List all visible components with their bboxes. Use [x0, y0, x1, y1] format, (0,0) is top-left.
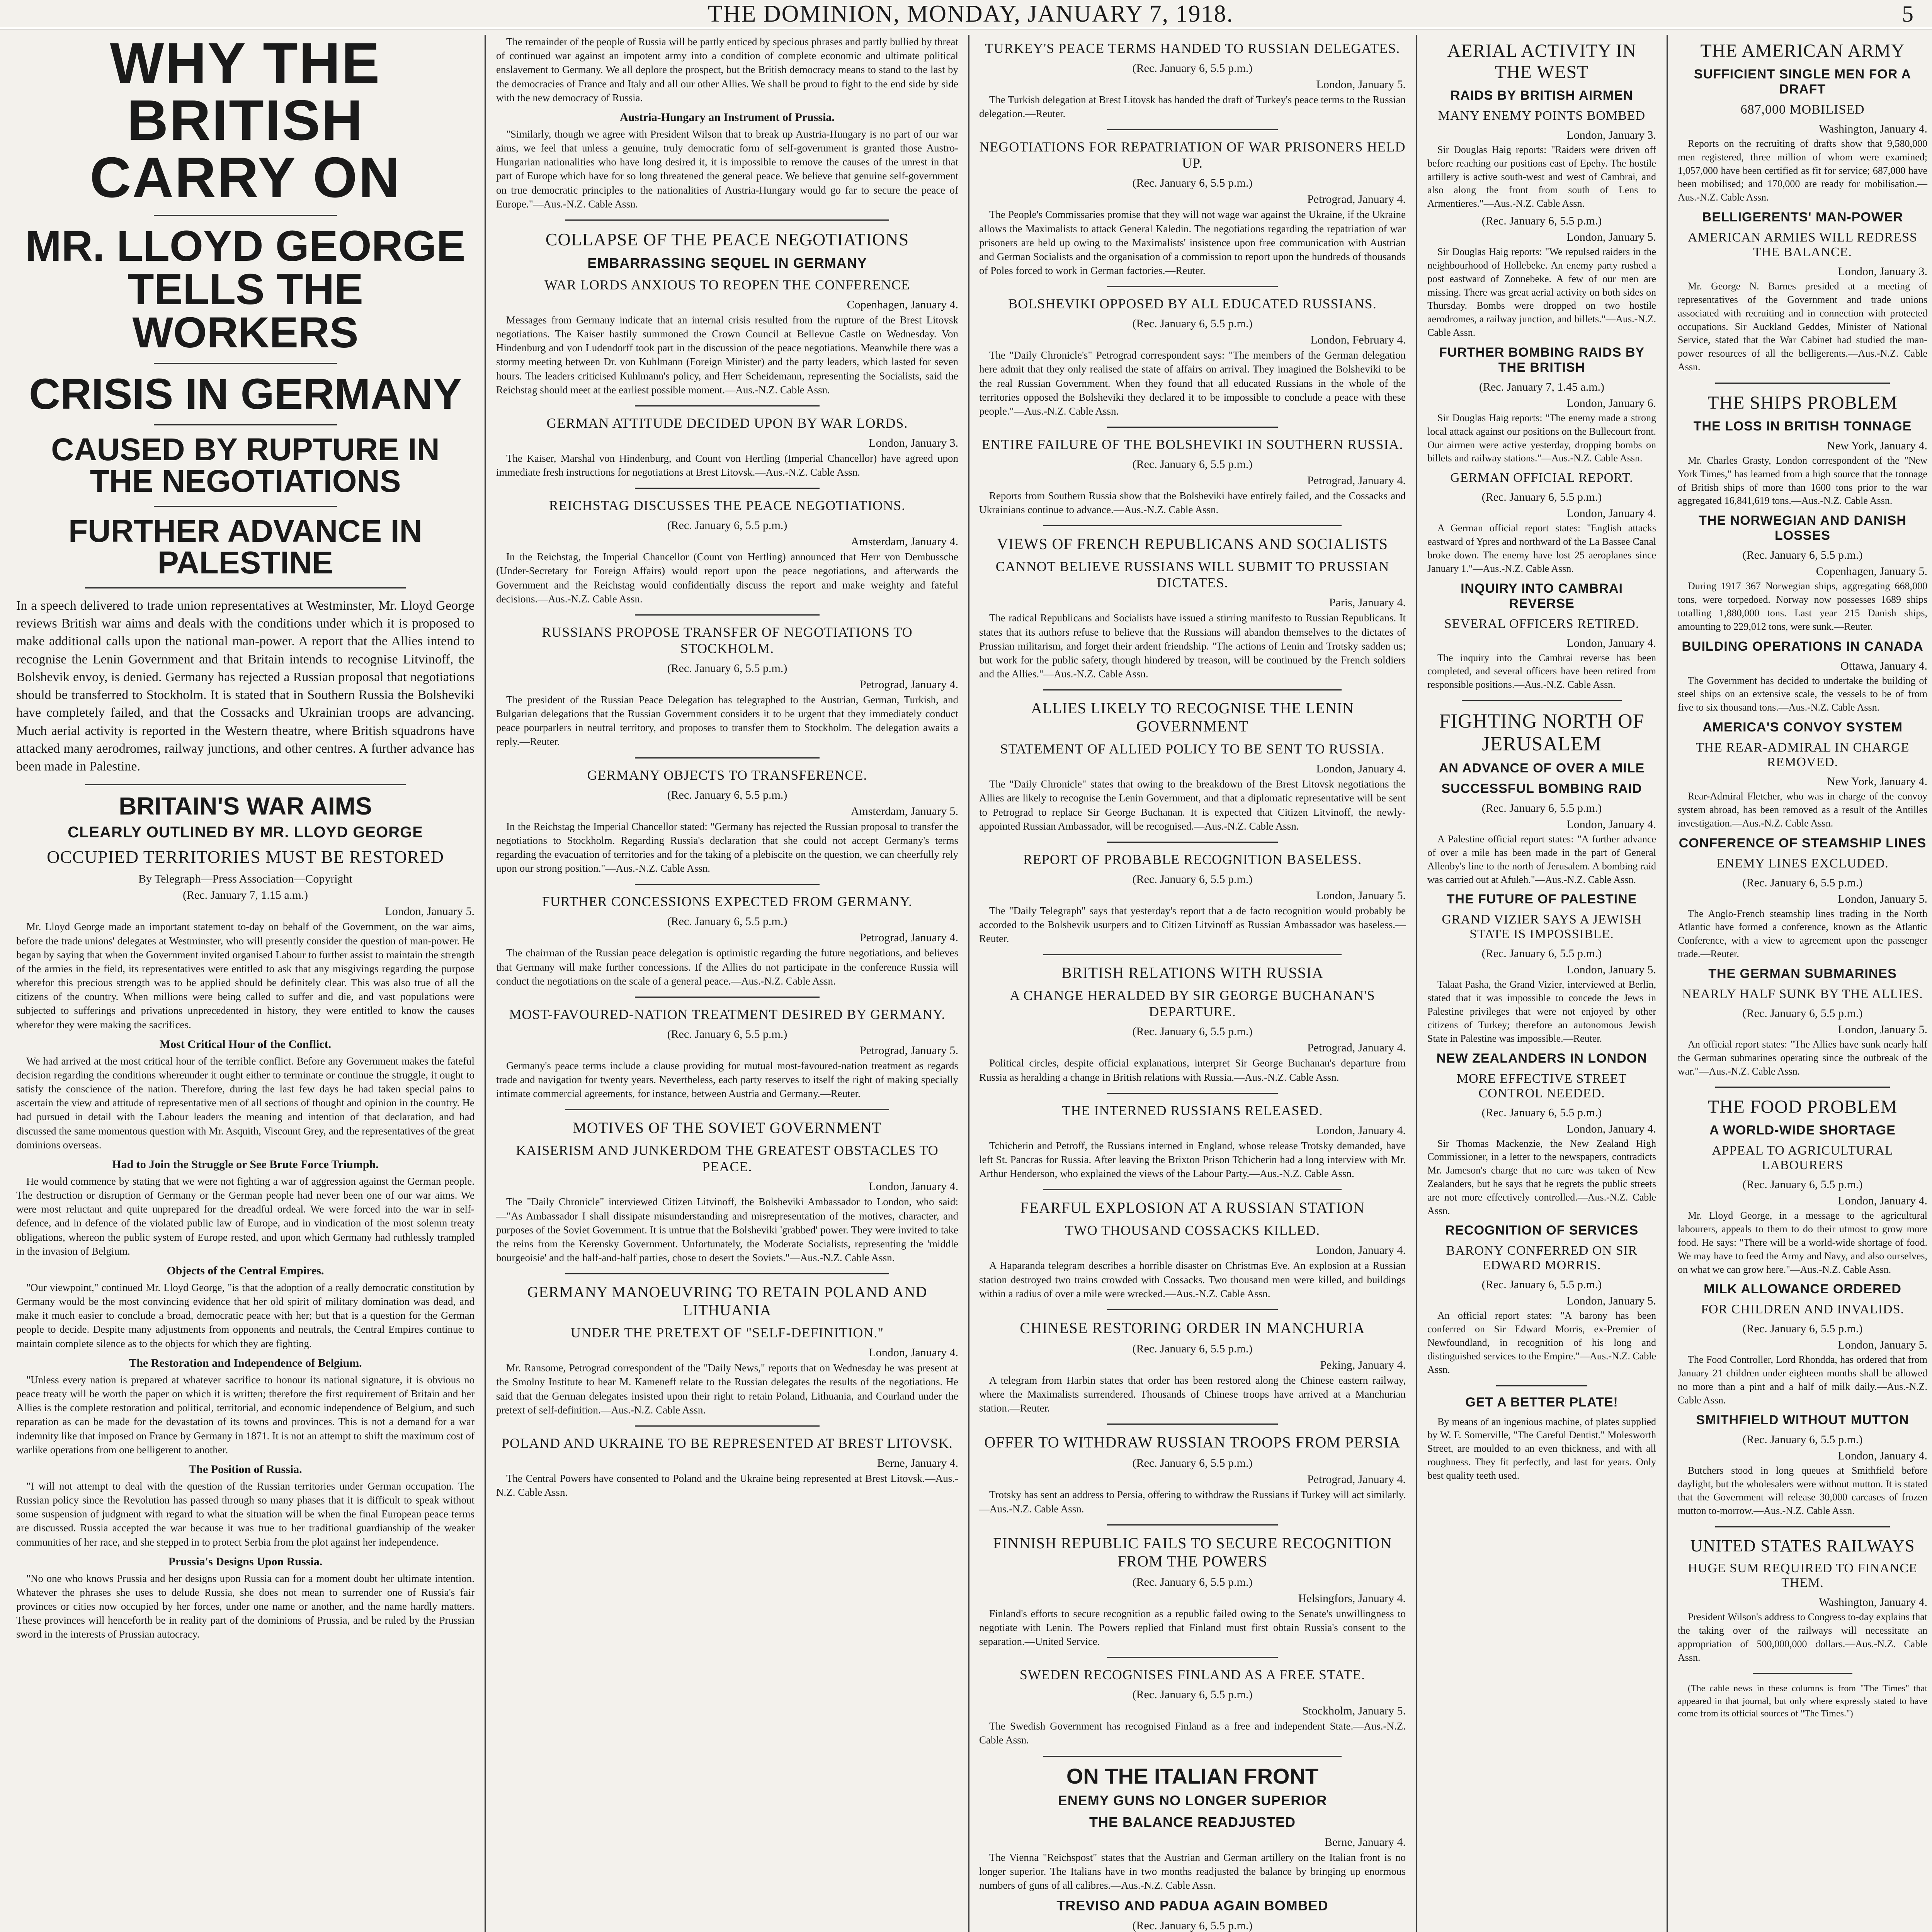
section-subheading: FOR CHILDREN AND INVALIDS.: [1701, 1302, 1904, 1317]
place-line: London, January 3.: [869, 436, 958, 449]
place-line: London, January 4.: [1566, 507, 1656, 520]
section-subheading: UNDER THE PRETEXT OF "SELF-DEFINITION.": [570, 1325, 884, 1341]
column-rule: [485, 35, 486, 1932]
dateline: (Rec. January 6, 5.5 p.m.): [1132, 458, 1253, 471]
article-paragraph: Mr. Charles Grasty, London correspondent of the "New York Times," has learned from a high source that the tonnage of British ships of more than 1600 tons prior to the war aggregated 16,841,619 tons.—Aus.-N.Z. Cable Assn.: [1678, 454, 1927, 507]
section-subheading: BARONY CONFERRED ON SIR EDWARD MORRIS.: [1446, 1243, 1638, 1273]
section-subheading: THE BALANCE READJUSTED: [1089, 1814, 1296, 1830]
place-line: London, January 3.: [1566, 129, 1656, 141]
column-rule: [1416, 35, 1417, 1932]
place-line: London, January 4.: [1316, 762, 1406, 776]
section-subheading: APPEAL TO AGRICULTURAL LABOURERS: [1712, 1143, 1893, 1173]
place-line: Amsterdam, January 4.: [850, 535, 958, 548]
advertisement-text: By means of an ingenious machine, of plates supplied by W. F. Somerville, "The Careful Dentist." Molesworth Street, are moulded to an even thickness, and with all roughness. They fit perfectly, and last for years. Only best quality teeth used.: [1427, 1416, 1656, 1481]
article-heading: BUILDING OPERATIONS IN CANADA: [1682, 639, 1923, 654]
column-rule: [968, 35, 969, 1932]
place-line: Berne, January 4.: [877, 1456, 958, 1469]
section-subheading: AMERICAN ARMIES WILL REDRESS THE BALANCE.: [1688, 230, 1917, 260]
dateline: (Rec. January 6, 5.5 p.m.): [1742, 1178, 1863, 1191]
article-paragraph: Political circles, despite official explanations, interpret Sir George Buchanan's departure from Russia as heralding a change in British relations with Russia.—Aus.-N.Z. Cable Assn.: [979, 1057, 1406, 1083]
place-line: Paris, January 4.: [1329, 596, 1406, 609]
section-subheading: MORE EFFECTIVE STREET CONTROL NEEDED.: [1456, 1071, 1627, 1100]
dateline: (Rec. January 6, 5.5 p.m.): [1132, 1342, 1253, 1355]
article-paragraph: Trotsky has sent an address to Persia, offering to withdraw the Russians if Turkey will act similarly.—Aus.-N.Z. Cable Assn.: [979, 1489, 1406, 1515]
article-paragraph: Talaat Pasha, the Grand Vizier, interviewed at Berlin, stated that it was impossible to concede the Jews in Palestine privileges that were not enjoyed by other citizens of Turkey; therefore an autonomous Jewish State in Palestine was impossible.—Reuter.: [1427, 979, 1656, 1044]
dateline: (Rec. January 6, 5.5 p.m.): [1742, 1322, 1863, 1335]
section-heading: BRITISH RELATIONS WITH RUSSIA: [1061, 964, 1324, 982]
section-heading: FINNISH REPUBLIC FAILS TO SECURE RECOGNITION FROM THE POWERS: [993, 1534, 1392, 1570]
article-paragraph: During 1917 367 Norwegian ships, aggregating 668,000 tons, were torpedoed. Norway now possesses 1689 ships totalling 1,880,000 tons. Last year 215 Danish ships, amounting to 229,012 tons, were sunk.—Reuter.: [1678, 580, 1927, 632]
article-heading: THE INTERNED RUSSIANS RELEASED.: [1062, 1102, 1323, 1118]
section-subheading: THE REAR-ADMIRAL IN CHARGE REMOVED.: [1696, 740, 1910, 770]
section-heading: THE AMERICAN ARMY: [1700, 41, 1905, 61]
section-subheading: 687,000 MOBILISED: [1740, 102, 1865, 117]
article-paragraph: An official report states: "A barony has been conferred on Sir Edward Morris, ex-Premier of Newfoundland, in recognition of his long and distinguished services to the Empire."—Aus.-N.Z. Cable Assn.: [1427, 1310, 1656, 1375]
article-paragraph: Reports from Southern Russia show that the Bolsheviki have entirely failed, and the Cossacks and Ukrainians continue to advance.—Aus.-N.Z. Cable Assn.: [979, 490, 1406, 516]
section-heading: THE SHIPS PROBLEM: [1708, 392, 1898, 413]
article-paragraph: President Wilson's address to Congress to-day explains that the taking over of the railways will necessitate an appropriation of 500,000,000 dollars.—Aus.-N.Z. Cable Assn.: [1678, 1611, 1927, 1663]
place-line: Petrograd, January 4.: [1307, 1041, 1406, 1054]
place-line: London, January 5.: [1566, 963, 1656, 976]
side-heading: Austria-Hungary an Instrument of Prussia.: [620, 111, 835, 124]
article-paragraph: The Anglo-French steamship lines trading in the North Atlantic have formed a conference, known as the Atlantic Conference, with a view to agreement upon the passenger trade.—Reuter.: [1678, 908, 1927, 960]
dateline: (Rec. January 6, 5.5 p.m.): [667, 915, 787, 928]
article-heading: STATEMENT OF ALLIED POLICY TO BE SENT TO RUSSIA.: [1000, 741, 1385, 757]
article-paragraph: "Our viewpoint," continued Mr. Lloyd George, "is that the adoption of a really democratic constitution by Germany would be the most convincing evidence that her old spirit of military domination was dead, and make it much easier to conclude a broad, democratic peace with her; but that is a question for the German people to decide. Despite many adjustments from opponents and neutrals, the Central Empires continue to maintain complete silence as to the objects for which they are fighting.: [16, 1281, 474, 1349]
place-line: Petrograd, January 4.: [1307, 474, 1406, 487]
article-heading: REPORT OF PROBABLE RECOGNITION BASELESS.: [1023, 851, 1362, 867]
article-heading: GERMANY OBJECTS TO TRANSFERENCE.: [587, 767, 867, 783]
section-subheading: SUCCESSFUL BOMBING RAID: [1441, 781, 1642, 796]
article-paragraph: The People's Commissaries promise that they will not wage war against the Ukraine, if the Ukraine allows the Maximalists to attack General Kaledin. The negotiations regarding the repatriation of war prisoners are held up owing to the Maximalists' insistence upon free communication with Austrian and German Socialists and the organisation of a commission to report upon the hundreds of thousands of Poles forced to work in German factories.—Reuter.: [979, 209, 1406, 277]
section-heading: THE FOOD PROBLEM: [1708, 1097, 1898, 1117]
place-line: London, January 5.: [1838, 892, 1927, 905]
section-subheading: TWO THOUSAND COSSACKS KILLED.: [1065, 1223, 1320, 1238]
column-2: [488, 35, 967, 1932]
article-paragraph: A Palestine official report states: "A further advance of over a mile has been made in the part of General Allenby's line to the north of Jerusalem. A bombing raid was carried out at Afuleh."—Aus.-N.Z. Cable Assn.: [1427, 833, 1656, 885]
place-line: London, January 5.: [1838, 1023, 1927, 1036]
dateline: (Rec. January 6, 5.5 p.m.): [1132, 1688, 1253, 1701]
article-heading: BOLSHEVIKI OPPOSED BY ALL EDUCATED RUSSIANS.: [1008, 296, 1377, 312]
article-paragraph: Butchers stood in long queues at Smithfield before daylight, but the wholesalers were without mutton. It is stated that the Government will release 30,000 carcases of frozen mutton to-morrow.—Aus.-N.Z. Cable Assn.: [1678, 1464, 1927, 1517]
article-paragraph: The president of the Russian Peace Delegation has telegraphed to the Austrian, German, Turkish, and Bulgarian delegations that the Russian Government considers it to be urgent that they immediately conduct peace pourparlers in neutral territory, and proposes to transfer them to Stockholm. The delegation awaits a reply.—Reuter.: [496, 694, 958, 748]
article-paragraph: The radical Republicans and Socialists have issued a stirring manifesto to Russian Republicans. It states that its authors refuse to believe that the Russians will abandon themselves to the dictates of Prussian militarism, and forget their ardent friendship. "The actions of Lenin and Trotsky sadden us; but work for the public safety, though hindered by treason, will be continued by the French soldiers and the Allies."—Aus.-N.Z. Cable Assn.: [979, 612, 1406, 680]
dateline: (Rec. January 6, 5.5 p.m.): [1742, 1433, 1863, 1446]
dateline: (Rec. January 7, 1.45 a.m.): [1479, 380, 1605, 393]
place-line: New York, January 4.: [1827, 775, 1927, 788]
place-line: Peking, January 4.: [1320, 1358, 1406, 1371]
place-line: London, January 4.: [1316, 1124, 1406, 1137]
article-heading: TREVISO AND PADUA AGAIN BOMBED: [1056, 1898, 1328, 1914]
dateline: (Rec. January 6, 5.5 p.m.): [1481, 1106, 1602, 1119]
section-subheading: EMBARRASSING SEQUEL IN GERMANY: [587, 255, 867, 271]
place-line: London, January 5.: [1316, 889, 1406, 902]
place-line: London, January 4.: [1838, 1194, 1927, 1208]
place-line: Berne, January 4.: [1325, 1835, 1406, 1849]
section-subheading: NEARLY HALF SUNK BY THE ALLIES.: [1682, 986, 1923, 1001]
headline-lloyd-george: MR. LLOYD GEORGE TELLS THE WORKERS: [25, 222, 466, 357]
section-heading: FEARFUL EXPLOSION AT A RUSSIAN STATION: [1020, 1199, 1365, 1217]
article-heading: GERMAN OFFICIAL REPORT.: [1450, 471, 1633, 485]
article-paragraph: The chairman of the Russian peace delegation is optimistic regarding the future negotiations, and believes that Germany will make further concessions. If the Allies do not participate in the conference Russia will conduct the negotiations on the scale of a general peace.—Aus.-N.Z. Cable Assn.: [496, 947, 958, 987]
dateline: (Rec. January 6, 5.5 p.m.): [1132, 872, 1253, 886]
article-paragraph: The remainder of the people of Russia will be partly enticed by specious phrases and partly bullied by threat of continued war against an impotent army into a condition of complete economic and ultimate political enslavement to Germany. We all deplore the prospect, but the British democracy means to stand to the last by the democracies of France and Italy and all our other Allies. We shall be proud to fight to the end side by side with the new democracy of Russia.: [496, 36, 958, 104]
dateline: (Rec. January 6, 5.5 p.m.): [1742, 549, 1863, 562]
article-paragraph: The "Daily Telegraph" says that yesterday's report that a de facto recognition would probably be accorded to the Bolshevik usurpers and to Citizen Litvinoff as Russian Ambassador was baseless.—Reuter.: [979, 905, 1406, 945]
advertisement-heading: GET A BETTER PLATE!: [1465, 1395, 1618, 1410]
article-heading: INQUIRY INTO CAMBRAI REVERSE: [1461, 581, 1623, 611]
article-paragraph: The Turkish delegation at Brest Litovsk has handed the draft of Turkey's peace terms to the Russian delegation.—Reuter.: [979, 94, 1406, 120]
place-line: London, January 4.: [1566, 818, 1656, 831]
article-paragraph: The Vienna "Reichspost" states that the Austrian and German artillery on the Italian front is no longer superior. The Italians have in two months readjusted the balance by bringing up enormous numbers of guns of all calibres.—Aus.-N.Z. Cable Assn.: [979, 1851, 1406, 1891]
section-heading: OFFER TO WITHDRAW RUSSIAN TROOPS FROM PERSIA: [984, 1434, 1401, 1451]
masthead: [0, 0, 1932, 29]
article-paragraph: The "Daily Chronicle" states that owing to the breakdown of the Brest Litovsk negotiations the Allies are likely to recognise the Lenin Government, and that a diplomatic representative will be sent to Petrograd to replace Sir George Buchanan. It is expected that Citizen Litvinoff, the newly-appointed Russian Ambassador, will be recognised.—Aus.-N.Z. Cable Assn.: [979, 778, 1406, 832]
article-heading: BELLIGERENTS' MAN-POWER: [1702, 210, 1903, 225]
column-4: [1419, 35, 1665, 1932]
column-rule: [1667, 35, 1668, 1932]
place-line: London, January 4.: [869, 1180, 958, 1193]
section-subheading: CLEARLY OUTLINED BY MR. LLOYD GEORGE: [68, 824, 423, 841]
article-heading: SMITHFIELD WITHOUT MUTTON: [1696, 1412, 1909, 1427]
place-line: New York, January 4.: [1827, 439, 1927, 452]
place-line: Copenhagen, January 5.: [1816, 565, 1927, 578]
section-heading: AERIAL ACTIVITY IN THE WEST: [1447, 41, 1636, 82]
side-heading: The Position of Russia.: [189, 1463, 302, 1476]
section-heading: UNITED STATES RAILWAYS: [1690, 1536, 1915, 1556]
article-paragraph: A telegram from Harbin states that order has been restored along the Chinese eastern railway, where the Maximalists surrendered. Thousands of Chinese troops have arrived at a Manchurian station.—Reuter.: [979, 1374, 1406, 1414]
article-paragraph: "I will not attempt to deal with the question of the Russian territories under German occupation. The Russian policy since the Revolution has passed through so many phases that it is difficult to speak without some suspension of judgment with regard to what the situation will be when the final European peace terms are discussed. Russia accepted the war because it was true to her traditional guardianship of the weaker communities of her race, and she stepped in to protect Serbia from the plot against her independence.: [16, 1480, 474, 1548]
article-paragraph: Reports on the recruiting of drafts show that 9,580,000 men registered, three million of whom were examined; 1,057,000 have been certified as fit for service; 687,000 have been mobilised; and 170,000 are ready for mobilisation.—Aus.-N.Z. Cable Assn.: [1678, 138, 1927, 203]
dateline: (Rec. January 6, 5.5 p.m.): [1481, 491, 1602, 504]
masthead-title: THE DOMINION, MONDAY, JANUARY 7, 1918.: [707, 0, 1234, 27]
section-subheading: OCCUPIED TERRITORIES MUST BE RESTORED: [47, 847, 444, 867]
article-heading: SWEDEN RECOGNISES FINLAND AS A FREE STATE.: [1019, 1667, 1366, 1683]
place-line: Helsingfors, January 4.: [1298, 1592, 1406, 1605]
editorial-note: (The cable news in these columns is from "The Times" that appeared in that journal, but only where expressly stated to have come from its official sources of "The Times."): [1678, 1684, 1927, 1719]
place-line: London, January 4.: [1316, 1244, 1406, 1257]
dateline: (Rec. January 6, 5.5 p.m.): [1132, 177, 1253, 190]
section-heading: VIEWS OF FRENCH REPUBLICANS AND SOCIALISTS: [997, 535, 1388, 553]
article-paragraph: "Similarly, though we agree with President Wilson that to break up Austria-Hungary is no part of our war aims, we feel that unless a genuine, truly democratic form of self-government is granted those Austro-Hungarian nationalities who have long desired it, it is impossible to remove the causes of the unrest in that part of Europe which have for so long threatened the general peace. We believe that genuine self-government on true democratic principles to the nationalities of Austria-Hungary would go far to secure the peace of Europe."—Aus.-N.Z. Cable Assn.: [496, 128, 958, 210]
dateline: (Rec. January 7, 1.15 a.m.): [182, 889, 308, 902]
article-heading: TURKEY'S PEACE TERMS HANDED TO RUSSIAN DELEGATES.: [985, 41, 1400, 56]
article-paragraph: In the Reichstag, the Imperial Chancellor (Count von Hertling) announced that Herr von Dembussche (Under-Secretary for Foreign Affairs) would report upon the peace negotiations, and afterwards the Government and the Reichstag would confidentially discuss the report and make weighty and fateful decisions.—Aus.-N.Z. Cable Assn.: [496, 551, 958, 605]
article-paragraph: The "Daily Chronicle" interviewed Citizen Litvinoff, the Bolsheviki Ambassador to London, who said:—"As Ambassador I shall dissipate misunderstanding and misrepresentation of the motives, character, and purposes of the Soviet Government. It is untrue that the Bolsheviki 'grabbed' power. They were invited to take the reins from the Kerensky Government. Unfortunately, the Moderate Socialists, representing the 'middle bourgeoisie' and the half-and-half parties, chose to desert the Soviets."—Aus.-N.Z. Cable Assn.: [496, 1196, 958, 1264]
section-subheading: MANY ENEMY POINTS BOMBED: [1438, 109, 1646, 123]
dateline: (Rec. January 6, 5.5 p.m.): [667, 788, 787, 801]
article-heading: CANNOT BELIEVE RUSSIANS WILL SUBMIT TO PRUSSIAN DICTATES.: [995, 559, 1389, 591]
section-heading: BRITAIN'S WAR AIMS: [119, 792, 372, 820]
dateline: (Rec. January 6, 5.5 p.m.): [1132, 1025, 1253, 1038]
article-paragraph: In the Reichstag the Imperial Chancellor stated: "Germany has rejected the Russian proposal to transfer the negotiations to Stockholm. Regarding Russia's declaration that she could not accept Germany's terms regarding the evacuation of territories and for the taking of a plebiscite on the question, we can cheerfully rely upon our strong position."—Aus.-N.Z. Cable Assn.: [496, 820, 958, 874]
place-line: London, January 5.: [1316, 78, 1406, 91]
article-heading: MILK ALLOWANCE ORDERED: [1704, 1282, 1901, 1297]
place-line: Ottawa, January 4.: [1840, 659, 1927, 672]
article-paragraph: The inquiry into the Cambrai reverse has been completed, and several officers have been retired from responsible positions.—Aus.-N.Z. Cable Assn.: [1427, 652, 1656, 690]
dateline: (Rec. January 6, 5.5 p.m.): [1132, 62, 1253, 75]
place-line: London, January 5.: [385, 905, 474, 918]
article-paragraph: Tchicherin and Petroff, the Russians interned in England, whose release Trotsky demanded, have left St. Pancras for Russia. After leaving the Brixton Prison Tchicherin had a long interview with Mr. Arthur Henderson, who explained the views of the Labour Party.—Aus.-N.Z. Cable Assn.: [979, 1139, 1406, 1180]
place-line: Petrograd, January 4.: [860, 678, 958, 691]
dateline: (Rec. January 6, 5.5 p.m.): [667, 662, 787, 675]
headline-rupture: CAUSED BY RUPTURE IN THE NEGOTIATIONS: [51, 432, 440, 499]
section-subheading: SEVERAL OFFICERS RETIRED.: [1444, 616, 1639, 631]
article-paragraph: "No one who knows Prussia and her designs upon Russia can for a moment doubt her ultimate intention. Whatever the phrases she uses to delude Russia, she does not mean to surrender one of Russia's fair provinces or cities now occupied by her forces, under one name or another, and the name hardly matters. These provinces will henceforth be in reality part of the dominions of Prussia, and be ruled by the Prussian sword in the interests of Prussian autocracy.: [16, 1572, 474, 1640]
place-line: Stockholm, January 5.: [1302, 1704, 1406, 1718]
section-subheading: THE LOSS IN BRITISH TONNAGE: [1693, 418, 1912, 434]
article-heading: NEGOTIATIONS FOR REPATRIATION OF WAR PRISONERS HELD UP.: [979, 139, 1406, 171]
section-heading: CHINESE RESTORING ORDER IN MANCHURIA: [1020, 1319, 1365, 1337]
article-heading: A CHANGE HERALDED BY SIR GEORGE BUCHANAN'S DEPARTURE.: [1010, 988, 1375, 1020]
article-heading: AMERICA'S CONVOY SYSTEM: [1702, 720, 1903, 735]
article-heading: THE NORWEGIAN AND DANISH LOSSES: [1699, 513, 1906, 543]
section-heading: ALLIES LIKELY TO RECOGNISE THE LENIN GOVERNMENT: [1031, 699, 1354, 735]
place-line: Petrograd, January 4.: [1307, 1473, 1406, 1486]
article-heading: POLAND AND UKRAINE TO BE REPRESENTED AT BREST LITOVSK.: [502, 1435, 953, 1451]
headline-crisis: CRISIS IN GERMANY: [29, 370, 462, 418]
place-line: London, January 5.: [1566, 1294, 1656, 1308]
article-paragraph: A German official report states: "English attacks eastward of Ypres and northward of the La Bassee Canal broke down. The enemy have lost 25 aeroplanes since January 1."—Aus.-N.Z. Cable Assn.: [1427, 522, 1656, 574]
place-line: London, January 6.: [1566, 396, 1656, 410]
article-paragraph: Messages from Germany indicate that an internal crisis resulted from the rupture of the Brest Litovsk negotiations. The Kaiser hastily summoned the Crown Council at Bellevue Castle on Wednesday. Von Hindenburg and von Ludendorff took part in the discussion of the peace negotiations. Meanwhile there was a stormy meeting between Dr. von Kuhlmann (Foreign Minister) and the party leaders, which lasted for seven hours. The leaders criticised Kuhlmann's policy, and Herr Scheidemann, representing the Socialists, said the Reichstag should meet at the earliest possible moment.—Aus.-N.Z. Cable Assn.: [496, 314, 958, 396]
place-line: London, January 4.: [1566, 636, 1656, 650]
section-subheading: ENEMY GUNS NO LONGER SUPERIOR: [1058, 1792, 1327, 1808]
dateline: (Rec. January 6, 5.5 p.m.): [1481, 1278, 1602, 1291]
section-subheading: GRAND VIZIER SAYS A JEWISH STATE IS IMPOSSIBLE.: [1442, 912, 1642, 942]
place-line: Petrograd, January 4.: [1307, 193, 1406, 206]
section-heading: FIGHTING NORTH OF JERUSALEM: [1439, 710, 1645, 755]
article-paragraph: Mr. Ransome, Petrograd correspondent of the "Daily News," reports that on Wednesday he was present at the Smolny Institute to hear M. Kameneff relate to the Russian delegates the results of the negotiations. He said that the German delegates insisted upon their right to retain Poland, Lithuania, and Courland under the pretext of self-definition.—Aus.-N.Z. Cable Assn.: [496, 1362, 958, 1416]
article-paragraph: Sir Douglas Haig reports: "We repulsed raiders in the neighbourhood of Hollebeke. An enemy party rushed a post eastward of Zonnebeke. A few of our men are missing. There was great aerial activity on both sides on Thursday. Bombs were dropped on two hostile aerodromes, a railway junction, and billets."—Aus.-N.Z. Cable Assn.: [1427, 246, 1656, 338]
side-heading: Most Critical Hour of the Conflict.: [159, 1037, 332, 1051]
summary-intro: In a speech delivered to trade union representatives at Westminster, Mr. Lloyd George reviews British war aims and deals with the conditions under which it is proposed to make additional calls upon the national man-power. A report that the Allies intend to recognise the Lenin Government and that Britain intends to recognise Litvinoff, the Bolshevik envoy, is denied. Germany has rejected a Russian proposal that negotiations should be transferred to Stockholm. It is stated that in Southern Russia the Bolsheviki have completely failed, and that the Cossacks and Ukrainian troops are advancing. Much aerial activity is reported in the Western theatre, where British squadrons have attacked many aerodromes, railway junctions, and other centres. A further advance has been made in Palestine.: [16, 599, 474, 774]
article-paragraph: Rear-Admiral Fletcher, who was in charge of the convoy system abroad, has been removed as a result of the Antilles investigation.—Aus.-N.Z. Cable Assn.: [1678, 791, 1927, 829]
side-heading: Had to Join the Struggle or See Brute Force Triumph.: [112, 1158, 379, 1171]
article-paragraph: Mr. Lloyd George made an important statement to-day on behalf of the Government, on the war aims, before the trade unions' delegates at Westminster, who will presently consider the question of man-power. He began by saying that when the Government invited organised Labour to further assist to maintain the strength of the armies in the field, its representatives were entitled to ask that any misgivings regarding the purpose wherefor this precious strength was to be applied should be definitely clear. This was also true of all the citizens of the country. When millions were being called to suffer and die, and vast populations were subjected to sufferings and privations unprecedented in history, they were entitled to know the causes wherefor they were making the sacrifices.: [16, 921, 474, 1031]
section-subheading: SUFFICIENT SINGLE MEN FOR A DRAFT: [1694, 67, 1912, 97]
place-line: London, February 4.: [1310, 333, 1406, 347]
article-paragraph: The Central Powers have consented to Poland and the Ukraine being represented at Brest Litovsk.—Aus.-N.Z. Cable Assn.: [496, 1472, 958, 1498]
article-heading: KAISERISM AND JUNKERDOM THE GREATEST OBSTACLES TO PEACE.: [516, 1143, 939, 1175]
article-paragraph: "Unless every nation is prepared at whatever sacrifice to honour its national signature, it is obvious no peace treaty will be worth the paper on which it is written; therefore the first requirement of Britain and her Allies is the complete restoration and political, territorial, and economic independence of Belgium, and such reparation as can be made for the devastation of its towns and provinces. This is not a demand for a war indemnity like that imposed on France by Germany in 1871. It is not an attempt to shift the maximum cost of warlike operations from one belligerent to another.: [16, 1374, 474, 1456]
section-heading: GERMANY MANOEUVRING TO RETAIN POLAND AND LITHUANIA: [527, 1283, 927, 1319]
place-line: London, January 4.: [869, 1346, 958, 1359]
dateline: (Rec. January 6, 5.5 p.m.): [667, 1027, 787, 1041]
place-line: London, January 4.: [1566, 1122, 1656, 1135]
dateline: (Rec. January 6, 5.5 p.m.): [1132, 1919, 1253, 1932]
section-subheading: AN ADVANCE OF OVER A MILE: [1439, 761, 1645, 776]
side-heading: Prussia's Designs Upon Russia.: [168, 1555, 323, 1568]
article-paragraph: Germany's peace terms include a clause providing for mutual most-favoured-nation treatment as regards trade and navigation for twenty years. Nevertheless, each party reserves to itself the right of making specially intimate commercial agreements, for instance, between Austria and Germany.—Reuter.: [496, 1060, 958, 1100]
headline-palestine: FURTHER ADVANCE IN PALESTINE: [68, 514, 422, 580]
section-heading: MOTIVES OF THE SOVIET GOVERNMENT: [573, 1119, 882, 1137]
article-paragraph: The "Daily Chronicle's" Petrograd correspondent says: "The members of the German delegation here admit that they only realised the state of affairs on arrival. They imagined the Bolsheviki to be the real Russian Government. When they found that all educated Russians in the whole of the territories opposed the Bolsheviki they declared it to be impossible to conclude a peace with these people."—Aus.-N.Z. Cable Assn.: [979, 349, 1406, 417]
article-paragraph: Finland's efforts to secure recognition as a republic failed owing to the Senate's unwillingness to negotiate with Lenin. The Powers replied that Finland must first obtain Russia's consent to the separation.—United Service.: [979, 1607, 1406, 1648]
place-line: Washington, January 4.: [1819, 1596, 1927, 1609]
headline-main: WHY THE BRITISH CARRY ON: [90, 35, 401, 209]
dateline: (Rec. January 6, 5.5 p.m.): [1742, 876, 1863, 889]
article-heading: ENTIRE FAILURE OF THE BOLSHEVIKI IN SOUTHERN RUSSIA.: [981, 437, 1403, 452]
dateline: (Rec. January 6, 5.5 p.m.): [1132, 317, 1253, 330]
place-line: London, January 5.: [1566, 231, 1656, 244]
column-3: [971, 35, 1414, 1932]
article-heading: FURTHER CONCESSIONS EXPECTED FROM GERMANY.: [542, 894, 913, 910]
place-line: London, January 4.: [1838, 1449, 1927, 1462]
article-paragraph: The Food Controller, Lord Rhondda, has ordered that from January 21 children under eighteen months shall be allowed no more than a pint and a half of milk daily.—Aus.-N.Z. Cable Assn.: [1678, 1354, 1927, 1406]
article-paragraph: The Swedish Government has recognised Finland as a free and independent State.—Aus.-N.Z. Cable Assn.: [979, 1720, 1406, 1746]
place-line: Copenhagen, January 4.: [847, 298, 958, 311]
dateline: (Rec. January 6, 5.5 p.m.): [1481, 947, 1602, 960]
article-paragraph: The Government has decided to undertake the building of steel ships on an extensive scale, the vessels to be of from five to six thousand tons.—Aus.-N.Z. Cable Assn.: [1678, 675, 1927, 713]
article-heading: RUSSIANS PROPOSE TRANSFER OF NEGOTIATIONS TO STOCKHOLM.: [542, 624, 913, 656]
place-line: London, January 5.: [1838, 1338, 1927, 1352]
article-paragraph: The Kaiser, Marshal von Hindenburg, and Count von Hertling (Imperial Chancellor) have agreed upon immediate fresh instructions for negotiations at Brest Litovsk.—Aus.-N.Z. Cable Assn.: [496, 452, 958, 478]
article-paragraph: Sir Douglas Haig reports: "The enemy made a strong local attack against our positions on the Bullecourt front. Our airmen were active yesterday, dropping bombs on billets and railway stations."—Aus.-N.Z. Cable Assn.: [1427, 412, 1656, 464]
article-heading: NEW ZEALANDERS IN LONDON: [1436, 1051, 1647, 1066]
article-heading: WAR LORDS ANXIOUS TO REOPEN THE CONFERENCE: [544, 277, 910, 293]
dateline: (Rec. January 6, 5.5 p.m.): [667, 519, 787, 532]
article-heading: THE FUTURE OF PALESTINE: [1446, 892, 1637, 907]
article-paragraph: He would commence by stating that we were not fighting a war of aggression against the German people. The destruction or disruption of Germany or the German people had never been one of our war aims. We were most reluctant and quite unprepared for the dreadful ordeal. We were forced into the war in self-defence, and in defence of the violated public law of Europe, and in vindication of the most solemn treaty obligations, whereon the public system of Europe rested, and upon which Germany had ruthlessly trampled in the invasion of Belgium.: [16, 1175, 474, 1257]
section-heading: ON THE ITALIAN FRONT: [1066, 1764, 1319, 1788]
column-1: [8, 35, 483, 1932]
article-paragraph: Sir Thomas Mackenzie, the New Zealand High Commissioner, in a letter to the newspapers, contradicts Mr. Jameson's charge that no care was taken of New Zealanders, but he says that he regrets the public streets are not more effectively controlled.—Aus.-N.Z. Cable Assn.: [1427, 1138, 1656, 1216]
dateline: (Rec. January 6, 5.5 p.m.): [1132, 1575, 1253, 1588]
column-5: [1669, 35, 1932, 1932]
article-paragraph: Mr. George N. Barnes presided at a meeting of representatives of the Government and trade unions associated with recruiting and in connection with protected occupations. Sir Auckland Geddes, Minister of National Service, stated that the War Cabinet had studied the man-power resources of all the belligerents.—Aus.-N.Z. Cable Assn.: [1678, 281, 1927, 373]
article-heading: REICHSTAG DISCUSSES THE PEACE NEGOTIATIONS.: [549, 498, 906, 514]
section-heading: COLLAPSE OF THE PEACE NEGOTIATIONS: [545, 229, 909, 249]
page-number: 5: [1902, 1, 1914, 27]
article-paragraph: Sir Douglas Haig reports: "Raiders were driven off before reaching our positions east of Epehy. The hostile artillery is active south-west and west of Cambrai, and also along the front from south of Lens to Armentieres."—Aus.-N.Z. Cable Assn.: [1427, 144, 1656, 209]
side-heading: Objects of the Central Empires.: [167, 1264, 324, 1277]
dateline: (Rec. January 6, 5.5 p.m.): [1481, 214, 1602, 228]
article-paragraph: An official report states: "The Allies have sunk nearly half the German submarines operating since the outbreak of the war."—Aus.-N.Z. Cable Assn.: [1678, 1038, 1927, 1077]
article-heading: THE GERMAN SUBMARINES: [1708, 966, 1897, 981]
section-subheading: ENEMY LINES EXCLUDED.: [1716, 856, 1889, 871]
place-line: Petrograd, January 5.: [860, 1044, 958, 1057]
article-paragraph: Mr. Lloyd George, in a message to the agricultural labourers, appeals to them to do their utmost to grow more food. He says: "There will be a world-wide shortage of food. We may have to feed the Army and Navy, and also ourselves, on what we can grow here."—Aus.-N.Z. Cable Assn.: [1678, 1210, 1927, 1275]
place-line: London, January 3.: [1838, 265, 1927, 278]
section-subheading: RAIDS BY BRITISH AIRMEN: [1450, 88, 1633, 103]
side-heading: The Restoration and Independence of Belgium.: [129, 1356, 362, 1369]
article-heading: RECOGNITION OF SERVICES: [1445, 1223, 1639, 1238]
article-paragraph: We had arrived at the most critical hour of the terrible conflict. Before any Government makes the fateful decision regarding the conditions whereunder it ought either to terminate or continue the struggle, it ought to satisfy the conscience of the nation. Therefore, during the last few days he had taken special pains to ascertain the view and attitude of representative men of all sections of thought and opinion in the country. He had pursued in detail with the Labour leaders the meaning and intention of that declaration, and had discussed the same momentous question with Mr. Asquith, Viscount Grey, and the representatives of the great dominions overseas.: [16, 1055, 474, 1151]
dateline: (Rec. January 6, 5.5 p.m.): [1742, 1007, 1863, 1020]
section-subheading: HUGE SUM REQUIRED TO FINANCE THEM.: [1688, 1561, 1917, 1590]
byline: By Telegraph—Press Association—Copyright: [138, 872, 352, 886]
section-subheading: A WORLD-WIDE SHORTAGE: [1709, 1123, 1896, 1138]
article-heading: GERMAN ATTITUDE DECIDED UPON BY WAR LORDS.: [546, 415, 908, 431]
dateline: (Rec. January 6, 5.5 p.m.): [1132, 1457, 1253, 1470]
place-line: Washington, January 4.: [1819, 122, 1927, 135]
dateline: (Rec. January 6, 5.5 p.m.): [1481, 802, 1602, 815]
article-heading: MOST-FAVOURED-NATION TREATMENT DESIRED BY GERMANY.: [509, 1006, 946, 1022]
article-paragraph: A Haparanda telegram describes a horrible disaster on Christmas Eve. An explosion at a Russian station destroyed two trains crowded with Cossacks. Two thousand men were killed, and buildings within a radius of over a mile were wrecked.—Aus.-N.Z. Cable Assn.: [979, 1260, 1406, 1299]
place-line: Petrograd, January 4.: [860, 931, 958, 944]
article-heading: CONFERENCE OF STEAMSHIP LINES: [1679, 835, 1927, 850]
place-line: Amsterdam, January 5.: [850, 804, 958, 818]
article-heading: FURTHER BOMBING RAIDS BY THE BRITISH: [1439, 345, 1645, 375]
